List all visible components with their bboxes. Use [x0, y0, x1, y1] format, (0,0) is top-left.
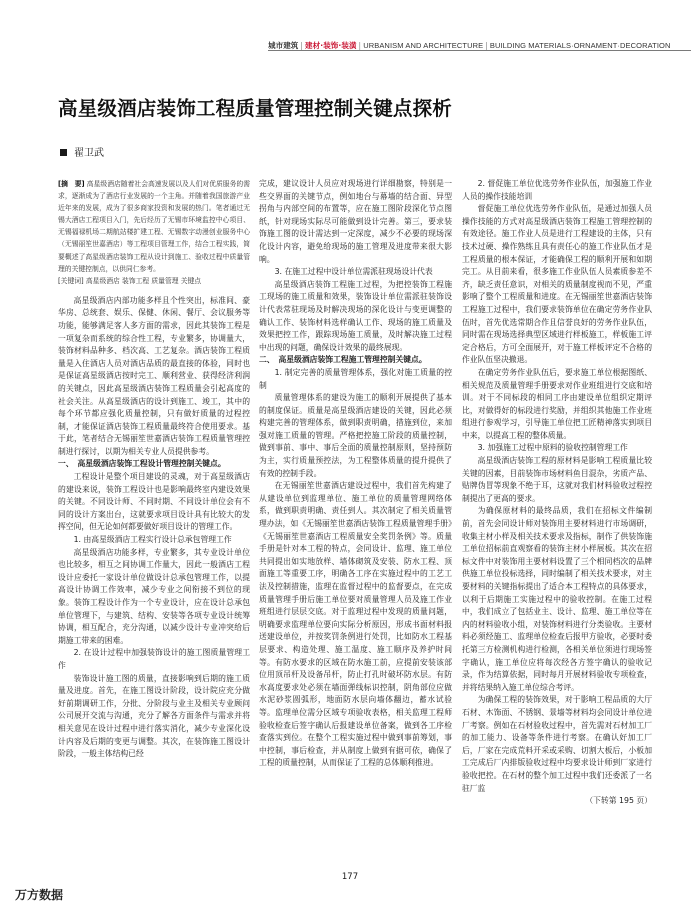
- abstract: [58, 178, 250, 275]
- keywords-text: 高星级酒店 装饰工程 质量管理 关键点: [85, 276, 202, 285]
- author-name: 翟卫武: [74, 148, 104, 159]
- subsection-heading: 3. 加强施工过程中原料的验收控制管理工作: [477, 443, 628, 453]
- paragraph: 装饰设计施工图的质量，直接影响到后期的施工质量及进度。首先，在施工图设计阶段，设计院应充分做好前期调研工作，分批、分阶段与业主及相关专业顾问公司展开交流与沟通，充分了解各方面条件与需求并将相关意见在设计过程中进行落实消化，减少专业深化设计内容及后期的变更与调整。其次，在装饰施工图设计阶段，一般主体结构已经: [58, 673, 250, 759]
- paragraph: 高星级酒店装饰工程施工过程，为把控装饰工程施工现场的施工质量和效果，装饰设计单位需派驻装饰设计代表常驻现场及时解决现场的深化设计与变更调整的确认工作、装饰材料选样确认工作、现场的施工质量及效果把控工作，跟踪现场施工质量，及时解决施工过程中出现的问题，确保设计效果的最终展现。: [259, 279, 452, 352]
- header-cn-materials: 建材·装饰·装潢: [305, 41, 357, 50]
- abstract-text: 高星级酒店随着社会高速发展以及人们对优质服务的需求，逐渐成为了酒店行业发展的一个主角。并随着我国旅游产业近年来的发展，成为了很多商家投资和发展的热门。笔者通过无锡大酒店工程项目入门，先后经历了无锡市环境监控中心项目、无锡福禄机场二期航站楼扩建工程、无锡数字动漫创业服务中心（无锡丽笙世嘉酒店）等工程项目管理工作，结合工程实践，简要概述了高星级酒店装饰工程从设计到施工、验收过程中质量管理的关键控制点，以供同仁参考。: [58, 180, 250, 273]
- header-cn-urban: 城市建筑: [268, 41, 299, 50]
- continued-note: （下转第 195 页）: [585, 796, 652, 806]
- keywords-label: [关键词]: [58, 276, 84, 285]
- section-heading: 二、 高星级酒店装饰工程施工管理控制关键点。: [259, 355, 427, 365]
- page-number: 177: [341, 872, 359, 882]
- paragraph: 高星级酒店装饰工程的原材料是影响工程质量比较关键的因素，目前装饰市场材料鱼目混杂，劣质产品、贴牌伪冒等现象不绝于耳，这就对我们材料验收过程控制提出了更高的要求。: [462, 456, 652, 503]
- paragraph: 督促施工单位优选劳务作业队伍，是通过加强人员操作技能的方式对高星级酒店装饰工程施工管理控制的有效途径。施工作业人员是进行工程建设的主体，只有技术过硬、操作熟练且具有责任心的施工作业队伍才是工程质量的根本保证，才能确保工程的顺利开展和如期完工。从目前来看，很多施工作业队伍人员素质参差不齐，缺乏责任意识，对相关的质量制度视而不见，严重影响了整个工程质量和进度。在无锡丽笙世嘉酒店装饰工程施工过程中，我们要求装饰单位在确定劳务作业队伍时，首先优选常期合作且信誉良好的劳务作业队伍，同时需在现场选择典型区域进行样板施工，样板施工评定合格后，方可全面展开，对于施工样板评定不合格的作业队伍坚决撤退。: [462, 204, 652, 365]
- subsection-heading: 2. 在设计过程中加强装饰设计的施工图质量管理工作: [58, 648, 250, 670]
- paragraph: 高星级酒店内部功能多样且个性突出，标准间、豪华房、总统套、娱乐、保健、休闲、餐厅、会议服务等功能，能够满足客人多方面的需求，因此其装饰工程是一项复杂而系统的综合性工程，专业繁多，协调量大，装饰材料品种多、档次高、工艺复杂。酒店装饰工程质量是入住酒店人员对酒店品质的最直接的体验，同时也是保证高星级酒店按时完工、顺利营业、获得经济利润的关键点，因此高星级酒店装饰工程质量会引起高度的社会关注。从高星级酒店的设计到施工、竣工，其中的每个环节都应强化质量控制，只有做好质量的过程控制，才能保证酒店装饰工程质量最终符合使用要求。基于此，笔者结合无锡丽笙世嘉酒店装饰工程质量管理控制进行探讨，以期为相关专业人员提供参考。: [58, 295, 250, 456]
- header-separator: |: [300, 41, 304, 50]
- author-line: [60, 148, 104, 160]
- header-en-materials: BUILDING MATERIALS·ORNAMENT·DECORATION: [489, 41, 671, 50]
- paragraph: 完成，建议设计人员应对现场进行详细勘察，特别是一些交界面的关键节点，例如地台与幕墙的结合面、异型拐角与内部空间的布置等，应在施工图阶段深化节点图纸，针对现场实际尽可能做到设计完善。第三，要求装饰施工图的设计需达到一定深度，减少不必要的现场深化设计内容，避免给现场的施工管理及进度带来很大影响。: [259, 179, 452, 264]
- header-rule: [268, 50, 691, 51]
- paragraph: 为确保工程的装饰效果，对于影响工程品质的大厅石材、木饰面、不锈钢、景墙等材料均会同设计单位进厂考察。例如在石材验收过程中，首先需对石材加工厂的加工能力、设备等条件进行考察。在确认好加工厂后，厂家在完成荒料开采或采购、切割大板后，小板加工完成后厂内排版验收过程中均要求设计师到厂家进行验收把控。在石材的整个加工过程中我们还委派了一名驻厂监: [462, 695, 652, 793]
- column-3: [462, 178, 652, 878]
- section-heading: 一、 高星级酒店装饰工程设计管理控制关键点。: [58, 459, 226, 469]
- keywords: [58, 275, 250, 287]
- subsection-heading: 1. 制定完善的质量管理体系，强化对施工质量的控制: [259, 367, 452, 390]
- paragraph: 在确定劳务作业队伍后，要求施工单位根据图纸、相关规范及质量管理手册要求对作业班组进行交底和培训。对于不同标段的相同工序由建设单位组织定期评比，对做得好的标段进行奖励，并组织其他施工作业班组进行参观学习，引导施工单位把工匠精神落实到项目中来，以提高工程的整体质量。: [462, 367, 652, 440]
- paragraph: 在无锡丽笙世嘉酒店建设过程中，我们首先构建了从建设单位到监理单位、施工单位的质量管理网络体系，做到职责明确、责任到人。其次制定了相关质量管理办法，如《无锡丽笙世嘉酒店装饰工程质量管理手册》《无锡丽笙世嘉酒店工程质量安全奖罚条例》等。质量手册是针对本工程的特点，会同设计、监理、施工单位共同提出如实地放样、墙体砌筑及安装、防水工程、顶面施工等重要工序，明确各工序在实施过程中的工艺工法及控制措施，监理在监督过程中的监督要点，在完成质量管理手册后施工单位要对质量管理人员及施工作业班组进行层层交底。对于监理过程中发现的质量问题，明确要求监理单位要向实际分析原因，形成书面材料报送建设单位，并按奖罚条例进行处罚，比如防水工程基层要求、构造处理、施工温度、施工顺序及养护时间等。有防水要求的区域在防水施工前，应提前安装该部位用顶吊杆及设备吊杆，防止打孔时破坏防水层。有防水高度要求处必须在墙面弹线标识控制，阴角部位应做水泥砂浆圆弧形，地面防水层向墙体翻边，蓄水试验等。监理单位需分区域专项验收表格，相关监理工程师验收检查后签字确认后报建设单位备案，做到各工序检查落实到位。在整个工程实施过程中做到事前筹划，事中控制，事后检查，并从制度上做到有据可依，确保了工程的质量控制，从而保证了工程的总体顺利推进。: [259, 481, 452, 768]
- running-header: [268, 41, 670, 50]
- paragraph: 为确保原材料的最终品质，我们在招标文件编制前，首先会同设计师对装饰用主要材料进行市场调研，收集主材小样及相关技术要求及指标，制作了供装饰施工单位招标前直观察看的装饰主材小样展板。其次在招标文件中对装饰用主要材料设置了三个相同档次的品牌供施工单位投标选择，同时编制了相关技术要求，对主要材料的关键指标提出了适合本工程特点的具体要求，以利于后期施工实施过程中的验收控制。在施工过程中，我们成立了包括业主、设计、监理、施工单位等在内的材料验收小组，对装饰材料进行分类验收。主要材料必须经施工、监理单位检查后报甲方验收，必要时委托第三方检测机构进行检测，各相关单位须进行现场签字确认，施工单位应将每次经各方签字确认的验收记录，作为结算依据，同时每月开展材料验收专项检查，并将结果纳入施工单位综合考评。: [462, 506, 652, 692]
- article-title: 高星级酒店装饰工程质量管理控制关键点探析: [58, 97, 453, 120]
- paragraph: 高星级酒店功能多样，专业繁多，其专业设计单位也比较多，相互之间协调工作量大，因此一般酒店工程设计应委托一家设计单位做设计总承包管理工作，以提高设计协调工作效率，减少专业之间衔接不到位的现象。装饰工程设计作为一个专业设计，应在设计总承包单位管理下，与建筑、结构、安装等各项专业设计统筹协调，相互配合，充分沟通，以减少设计专业冲突给后期施工带来的困难。: [58, 547, 250, 645]
- header-separator-2: |: [358, 41, 362, 50]
- subsection-heading: 3. 在施工过程中设计单位需派驻现场设计代表: [274, 267, 433, 277]
- paragraph: 质量管理体系的建设为施工的顺利开展提供了基本的制度保证。质量是高星级酒店建设的关键，因此必须构建完善的管理体系，做到职责明确，措施到位，来加强对施工质量的管理。严格把控施工阶段的质量控制，做到事前、事中、事后全面的质量控制原则，坚持预防为主，实行质量预控法，为工程整体质量的提升提供了有效的控制手段。: [259, 393, 452, 478]
- column-1: [58, 178, 250, 878]
- subsection-heading: 2. 督促施工单位优选劳务作业队伍，加强施工作业人员的操作技能培训: [462, 179, 652, 201]
- header-separator-3: |: [485, 41, 488, 50]
- author-bullet: [60, 149, 67, 156]
- subsection-heading: 1. 由高星级酒店工程实行设计总承包管理工作: [73, 535, 232, 545]
- paragraph: 工程设计是整个项目建设的灵魂，对于高星级酒店的建设来说，装饰工程设计也是影响最终室内建设效果的关键。不同设计师、不同时期、不同设计单位会有不同的设计方案出台，这就要求项目设计具有比较大的发挥空间，但无论如何都要做好项目设计的管理工作。: [58, 472, 250, 532]
- footer-watermark: 万方数据: [15, 888, 64, 902]
- header-en-urbanism: URBANISM AND ARCHITECTURE: [363, 41, 484, 50]
- column-2: [259, 178, 452, 878]
- abstract-label: [摘 要]: [58, 180, 85, 188]
- spacer: [58, 287, 250, 295]
